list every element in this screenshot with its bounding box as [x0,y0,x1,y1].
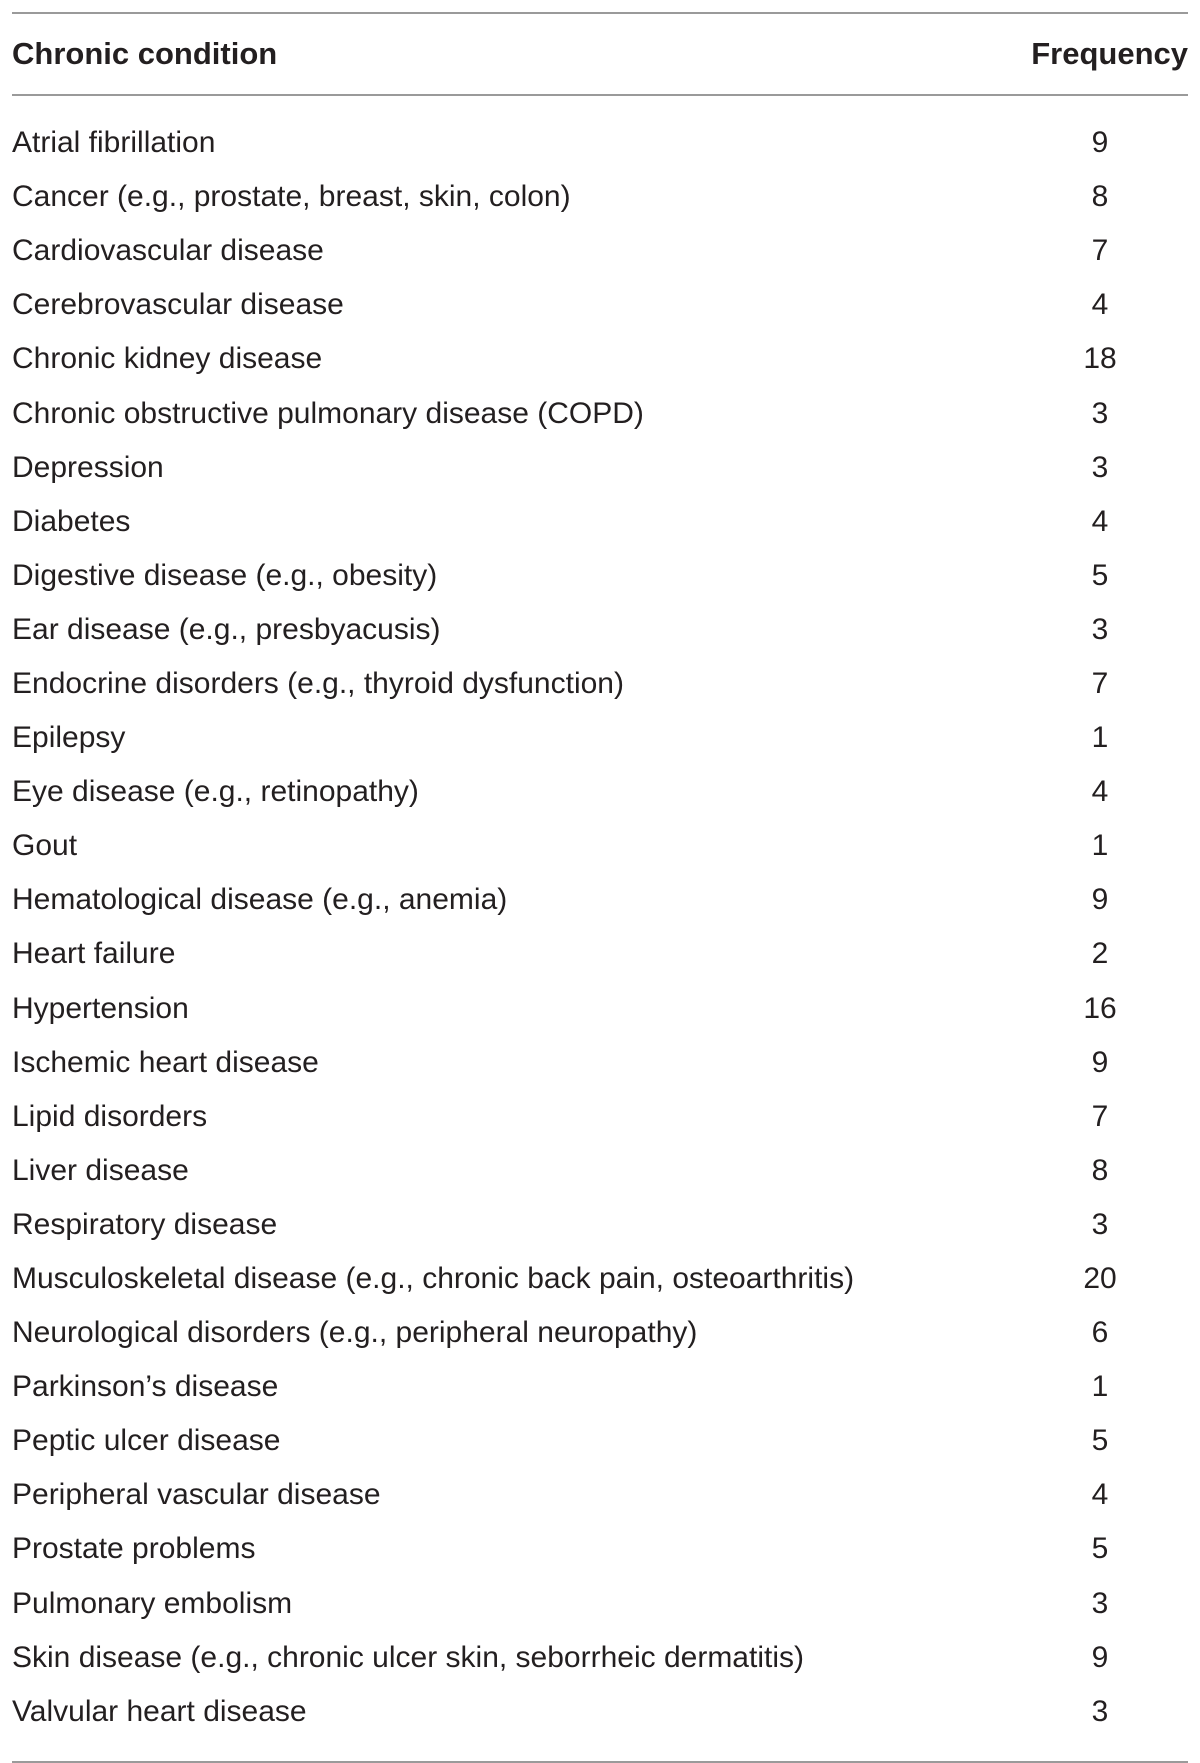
table-row [12,1306,1188,1360]
frequency-cell: 7 [1091,1099,1109,1133]
condition-cell: Gout [12,829,78,863]
table-row [12,873,1188,927]
table-row [12,1685,1188,1739]
table-row [12,927,1188,981]
frequency-cell: 5 [1091,558,1109,592]
condition-cell: Prostate problems [12,1532,256,1566]
table-row [12,1090,1188,1144]
table-row [12,116,1188,170]
condition-cell: Ear disease (e.g., presbyacusis) [12,612,441,646]
frequency-cell: 3 [1091,1207,1109,1241]
table-header [12,14,1188,94]
condition-cell: Lipid disorders [12,1099,208,1133]
frequency-cell: 4 [1091,288,1109,322]
table-row [12,332,1188,386]
frequency-cell: 9 [1091,1640,1109,1674]
table-row [12,441,1188,495]
frequency-cell: 6 [1091,1316,1109,1350]
frequency-cell: 4 [1091,504,1109,538]
frequency-cell: 3 [1091,612,1109,646]
condition-cell: Ischemic heart disease [12,1045,319,1079]
frequency-cell: 18 [1083,342,1117,376]
table-row [12,1468,1188,1522]
condition-cell: Hematological disease (e.g., anemia) [12,883,508,917]
table-row [12,386,1188,440]
table-row [12,224,1188,278]
condition-cell: Endocrine disorders (e.g., thyroid dysfunction) [12,666,624,700]
frequency-cell: 16 [1083,991,1117,1025]
condition-cell: Depression [12,450,164,484]
condition-cell: Liver disease [12,1153,189,1187]
table-row [12,982,1188,1036]
table-row [12,1522,1188,1576]
table-row [12,1414,1188,1468]
frequency-cell: 1 [1091,829,1109,863]
condition-cell: Parkinson’s disease [12,1370,279,1404]
table-row [12,1631,1188,1685]
condition-cell: Valvular heart disease [12,1694,307,1728]
table-row [12,657,1188,711]
table-row [12,278,1188,332]
table-row [12,819,1188,873]
table-row [12,603,1188,657]
condition-cell: Atrial fibrillation [12,126,216,160]
table-row [12,765,1188,819]
condition-cell: Peptic ulcer disease [12,1424,281,1458]
condition-cell: Digestive disease (e.g., obesity) [12,558,438,592]
frequency-cell: 4 [1091,1478,1109,1512]
condition-cell: Peripheral vascular disease [12,1478,381,1512]
frequency-cell: 8 [1091,180,1109,214]
frequency-cell: 5 [1091,1424,1109,1458]
condition-cell: Diabetes [12,504,131,538]
table-row [12,1036,1188,1090]
table-row [12,1252,1188,1306]
table-body [12,96,1188,1761]
condition-cell: Eye disease (e.g., retinopathy) [12,775,419,809]
condition-cell: Heart failure [12,937,176,971]
table-row [12,1198,1188,1252]
condition-cell: Skin disease (e.g., chronic ulcer skin, seborrheic dermatitis) [12,1640,804,1674]
frequency-cell: 7 [1091,234,1109,268]
condition-cell: Neurological disorders (e.g., peripheral neuropathy) [12,1316,698,1350]
table-row [12,495,1188,549]
condition-cell: Cerebrovascular disease [12,288,344,322]
condition-cell: Epilepsy [12,721,126,755]
header-condition: Chronic condition [12,36,278,71]
frequency-cell: 3 [1091,1586,1109,1620]
frequency-cell: 3 [1091,1694,1109,1728]
frequency-cell: 9 [1091,1045,1109,1079]
frequency-cell: 2 [1091,937,1109,971]
frequency-cell: 20 [1083,1262,1117,1296]
condition-cell: Cardiovascular disease [12,234,324,268]
condition-cell: Chronic obstructive pulmonary disease (COPD) [12,396,644,430]
frequency-cell: 3 [1091,396,1109,430]
table-row [12,1360,1188,1414]
table-row [12,1577,1188,1631]
condition-cell: Hypertension [12,991,189,1025]
frequency-cell: 5 [1091,1532,1109,1566]
frequency-cell: 3 [1091,450,1109,484]
frequency-cell: 1 [1091,1370,1109,1404]
table-row [12,711,1188,765]
chronic-conditions-table [12,12,1188,1763]
condition-cell: Respiratory disease [12,1207,278,1241]
condition-cell: Pulmonary embolism [12,1586,293,1620]
frequency-cell: 8 [1091,1153,1109,1187]
header-frequency: Frequency [1031,36,1188,71]
table-row [12,1144,1188,1198]
frequency-cell: 9 [1091,126,1109,160]
frequency-cell: 9 [1091,883,1109,917]
condition-cell: Chronic kidney disease [12,342,323,376]
condition-cell: Cancer (e.g., prostate, breast, skin, colon) [12,180,571,214]
condition-cell: Musculoskeletal disease (e.g., chronic back pain, osteoarthritis) [12,1262,855,1296]
frequency-cell: 1 [1091,721,1109,755]
frequency-cell: 7 [1091,666,1109,700]
table-row [12,170,1188,224]
table-row [12,549,1188,603]
frequency-cell: 4 [1091,775,1109,809]
